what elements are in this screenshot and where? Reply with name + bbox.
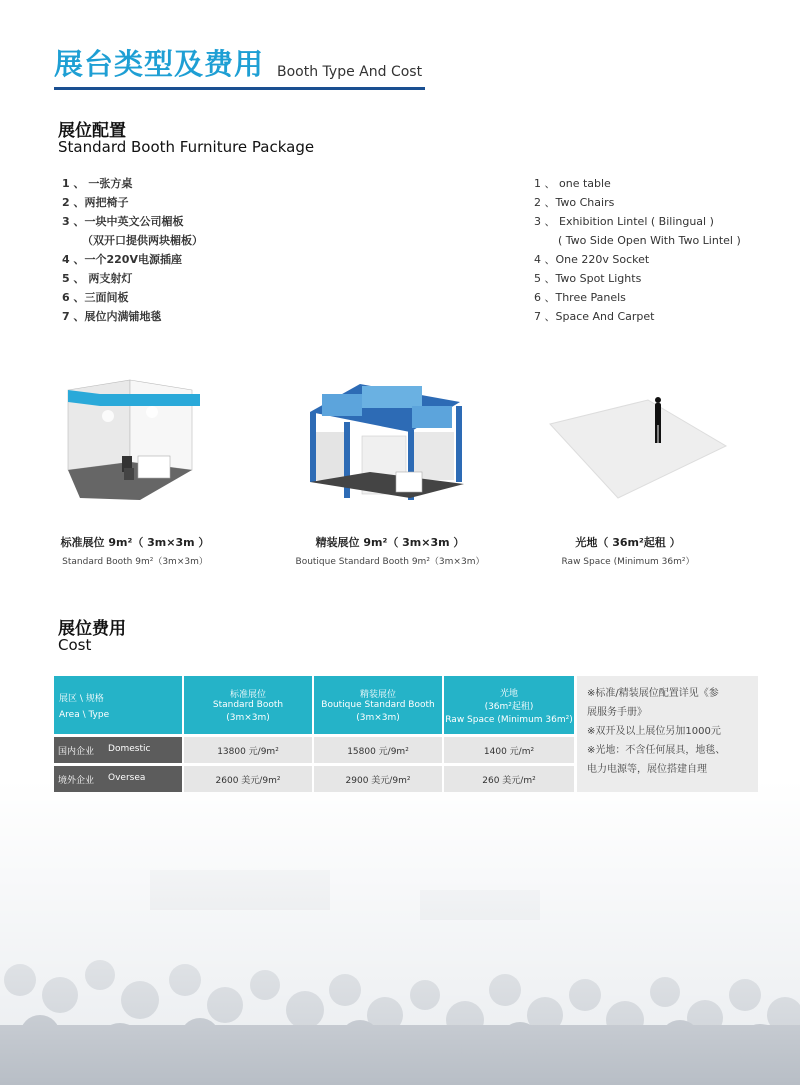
booth-caption-cn: 标准展位 9m²（ 3m×3m ）: [60, 536, 210, 549]
list-item: ( Two Side Open With Two Lintel ): [558, 234, 741, 247]
list-item: 4 、一个220V电源插座: [62, 253, 182, 266]
row-label-cn: 国内企业: [58, 746, 95, 757]
list-item: 1 、 一张方桌: [62, 177, 133, 190]
cost-title-cn: 展位费用: [58, 619, 126, 639]
table-cell: 1400 元/m²: [444, 737, 574, 763]
cost-notes: [577, 676, 758, 792]
booth-caption-en: Boutique Standard Booth 9m²（3m×3m）: [295, 557, 485, 567]
raw-space-image: [548, 390, 728, 505]
row-label-en: Oversea: [108, 772, 146, 783]
corner-label-cn: 展区 \ 规格: [59, 693, 104, 704]
note-line: 展服务手册》: [587, 707, 647, 718]
boutique-booth-image: [300, 372, 470, 507]
list-item: （双开口提供两块楣板）: [82, 234, 203, 247]
table-cell: 15800 元/9m²: [314, 737, 442, 763]
list-item: 5 、 两支射灯: [62, 272, 133, 285]
cost-title-en: Cost: [58, 636, 92, 654]
table-header-cell: [444, 676, 574, 734]
standard-booth-image: [60, 372, 210, 507]
package-title-en: Standard Booth Furniture Package: [58, 138, 315, 156]
list-item: 3 、 Exhibition Lintel ( Bilingual ): [534, 215, 714, 228]
page-title: 展台类型及费用: [54, 47, 265, 81]
header-line: 精装展位: [359, 690, 396, 700]
booth-caption-cn: 光地（ 36m²起租 ）: [575, 536, 681, 549]
header-line: (3m×3m): [226, 713, 270, 723]
list-item: 2 、两把椅子: [62, 196, 129, 209]
table-row-label: [54, 766, 182, 792]
corner-label-en: Area \ Type: [59, 709, 110, 720]
row-label-en: Domestic: [108, 743, 151, 754]
list-item: 7 、展位内满铺地毯: [62, 310, 162, 323]
booth-caption-standard: [40, 534, 230, 567]
header-line: 光地: [499, 688, 518, 699]
header-line: Boutique Standard Booth: [321, 700, 435, 710]
package-title-cn: 展位配置: [58, 121, 126, 141]
table-cell: 2600 美元/9m²: [184, 766, 312, 792]
table-cell: 13800 元/9m²: [184, 737, 312, 763]
page-subtitle: Booth Type And Cost: [277, 64, 423, 80]
header-line: Raw Space (Minimum 36m²): [445, 714, 573, 725]
table-cell: 2900 美元/9m²: [314, 766, 442, 792]
list-item: 4 、One 220v Socket: [534, 253, 650, 266]
list-item: 2 、Two Chairs: [534, 196, 615, 209]
header-line: (3m×3m): [356, 713, 400, 723]
list-item: 6 、Three Panels: [534, 291, 626, 304]
table-corner-cell: [54, 676, 182, 734]
list-item: 7 、Space And Carpet: [534, 310, 655, 323]
booth-caption-boutique: [285, 534, 495, 567]
package-list-cn: [62, 174, 203, 326]
table-row-label: [54, 737, 182, 763]
booth-caption-cn: 精装展位 9m²（ 3m×3m ）: [315, 536, 465, 549]
booth-caption-en: Standard Booth 9m²（3m×3m）: [62, 557, 208, 567]
list-item: 3 、一块中英文公司楣板: [62, 215, 184, 228]
package-list-en: [534, 174, 741, 326]
crowd-background-image: [0, 780, 800, 1085]
header-line: Standard Booth: [212, 700, 284, 710]
note-line: ※标准/精装展位配置详见《参: [587, 688, 719, 699]
booth-caption-raw: [548, 534, 708, 567]
list-item: 6 、三面间板: [62, 291, 129, 304]
note-line: ※双开及以上展位另加1000元: [587, 726, 721, 737]
header-line: (36m²起租): [484, 701, 534, 712]
note-line: ※光地：不含任何展具，地毯、: [587, 745, 726, 756]
header-line: 标准展位: [229, 690, 266, 700]
header-underline: [54, 87, 425, 90]
row-label-cn: 境外企业: [58, 775, 95, 786]
table-cell: 260 美元/m²: [444, 766, 574, 792]
list-item: 5 、Two Spot Lights: [534, 272, 642, 285]
table-header-cell: [314, 676, 442, 734]
booth-caption-en: Raw Space (Minimum 36m²）: [561, 557, 695, 567]
table-header-cell: [184, 676, 312, 734]
cost-table: [54, 676, 758, 792]
note-line: 电力电源等，展位搭建自理: [587, 764, 707, 775]
list-item: 1 、 one table: [534, 177, 611, 190]
